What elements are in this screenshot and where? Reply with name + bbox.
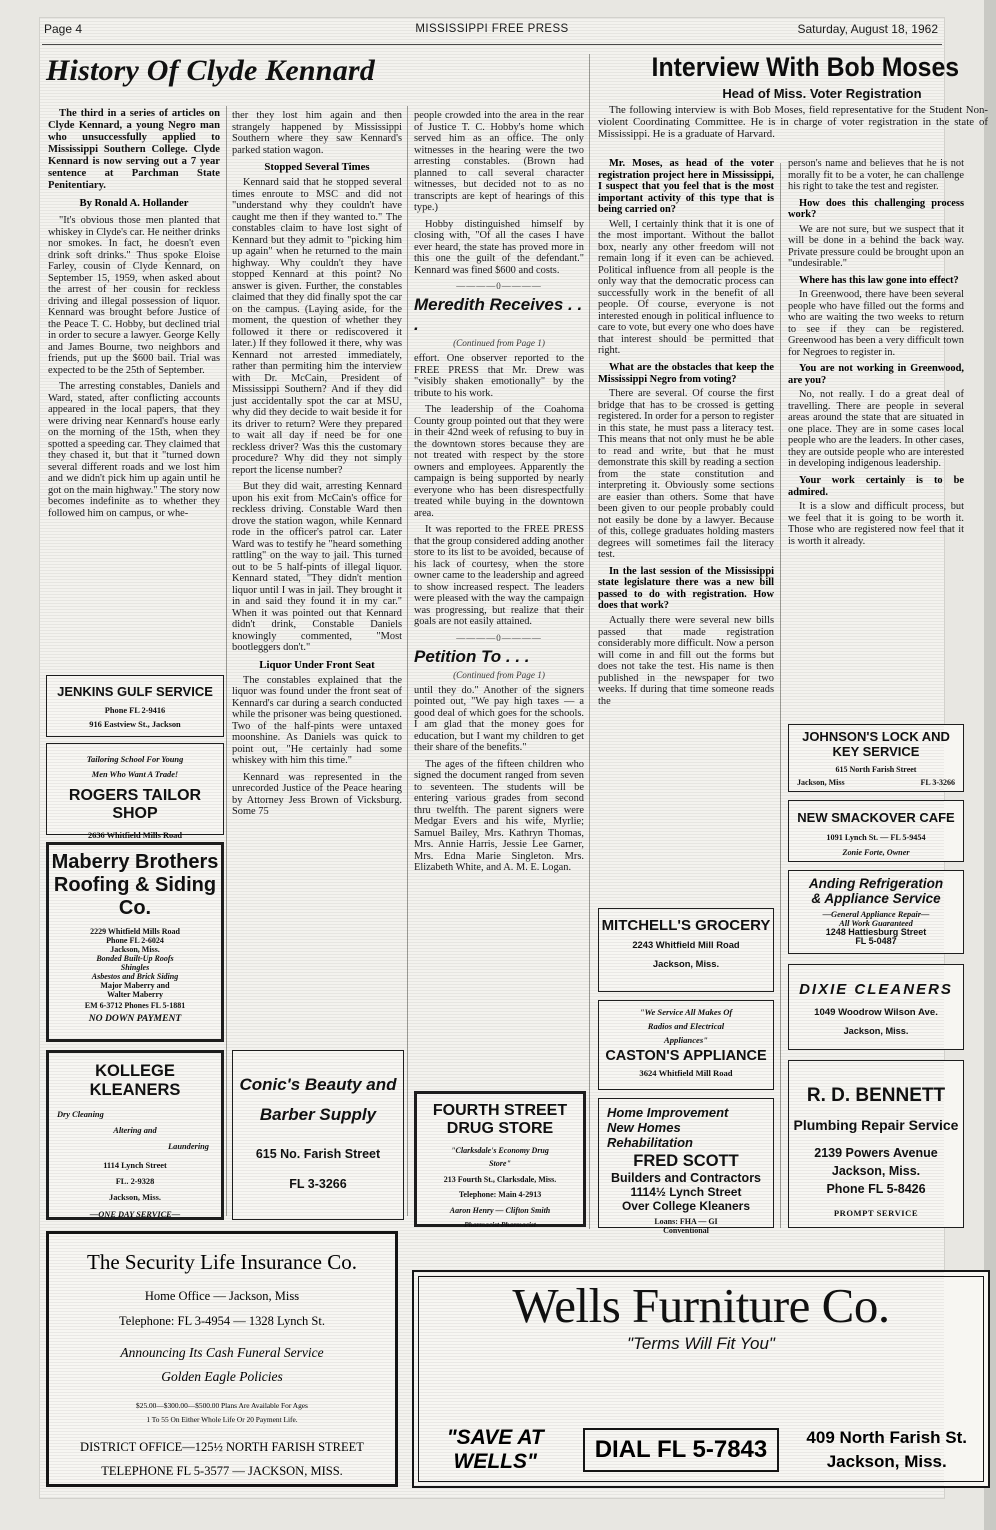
ad-conics-beauty-barber-supply[interactable] — [232, 1050, 404, 1220]
meredith-para: effort. One observer reported to the FREE PRESS that Mr. Drew was "visibly shaken emotionally" by the tribute to his work. — [414, 353, 584, 399]
ad-title: R. D. BENNETT — [806, 1085, 946, 1106]
ad-address-line-1: 409 North Farish St. — [806, 1428, 968, 1447]
ad-title: FRED SCOTT — [633, 1152, 739, 1170]
kennard-headline: History Of Clyde Kennard — [46, 54, 375, 87]
ad-maberry-brothers[interactable] — [46, 842, 224, 1042]
ad-phone: FL 3-3266 — [920, 778, 955, 787]
ad-title-line-2: Barber Supply — [259, 1105, 377, 1124]
ad-title: CASTON'S APPLIANCE — [605, 1048, 767, 1064]
ad-address: 1248 Hattiesburg Street — [825, 927, 927, 937]
ad-line: NO DOWN PAYMENT — [88, 1013, 182, 1024]
column-rule-3 — [589, 54, 590, 1229]
ad-line: Bonded Built-Up Roofs — [96, 954, 174, 963]
ad-rogers-tailor-shop[interactable] — [46, 743, 224, 840]
column-kennard-1 — [48, 108, 220, 524]
ad-line: 2229 Whitfield Mills Road — [90, 927, 180, 936]
column-rule-2 — [407, 106, 408, 1216]
ad-line-2: New Homes — [607, 1120, 681, 1135]
kennard-para: But they did wait, arresting Kennard upon his exit from McCain's office for reckless driving. Constable Ward then drove the station wagon, while Kennard rode in the officer's patrol car. Later Ward was to testify he "heard something rattling" on the way to jail. This turned out to be 5 half-pints of illegal liquor. Kennard stated, "They didn't mention liquor until I was in jail. They brought it in and said they found it in my car." When it was pointed out that Kennard didn't drink, Constable Daniels knowingly commented, "Most bootleggers don't." — [232, 481, 402, 653]
ad-save-line-1: "SAVE AT — [446, 1426, 544, 1449]
kennard-subhead-liquor: Liquor Under Front Seat — [259, 658, 375, 671]
ad-mitchells-grocery[interactable] — [598, 908, 774, 992]
ad-address: 2139 Powers Avenue — [814, 1146, 938, 1160]
moses-answer: person's name and believes that he is not morally fit to be a voter, he can challenge his right to take the test and register. — [788, 158, 964, 192]
ad-address: 615 North Farish Street — [835, 765, 917, 774]
ad-line-6: Over College Kleaners — [621, 1199, 751, 1213]
kennard-para: people crowded into the area in the rear of Justice T. C. Hobby's home which served him as an office. The only witnesses in the hearing were the two arresting constables. (Brown had planned to call several character witnesses, but decided not to as no transcripts are kept of hearings of this type.) — [414, 110, 584, 213]
moses-answer: It is a slow and difficult process, but we feel that it is going to be worth it. Those who are registered now feel that it is worth it already. — [788, 501, 964, 547]
section-dingbat: ————0———— — [456, 281, 542, 291]
ad-security-life-insurance[interactable] — [46, 1231, 398, 1487]
ad-slogan: "Terms Will Fit You" — [627, 1334, 775, 1353]
ad-title-line-2: KEY SERVICE — [832, 744, 920, 759]
moses-answer: There are several. Of course the first bridge that has to be crossed is getting registered. In order for a person to register in this state, he must pass a literacy test. This means that not only must he be able to read and write, but that he must demonstrate this skill by reading a section from the state constitution and interpreting it. Obviously some sections are easier than others. Some that have been given to our people probably could not easily be done by a lawyer. Because of this, college graduates holding masters degrees will sometimes fail the literacy test. — [598, 388, 774, 561]
ad-address: 1049 Woodrow Wilson Ave. — [814, 1007, 938, 1018]
masthead — [40, 18, 944, 52]
ad-fineprint-1: $25.00—$300.00—$500.00 Plans Are Available For Ages — [136, 1401, 308, 1410]
ad-title-line-1: Maberry Brothers — [51, 851, 219, 873]
ad-rd-bennett-plumbing[interactable] — [788, 1060, 964, 1228]
meredith-para: It was reported to the FREE PRESS that the group considered adding another store to its list to be avoided, because of his lack of courtesy, when the store owner came to the leadership and agreed to show increased respect. The leaders were pleased with the way the campaign was progressing, but realize that their goals are not easily attained. — [414, 524, 584, 627]
ad-tagline-2: Radios and Electrical — [647, 1021, 725, 1031]
moses-question: How does this challenging process work? — [788, 197, 964, 221]
petition-para: The ages of the fifteen children who signed the document ranged from seven to seventeen. The students will be entering various grades from second thru twelfth. The parent signers were Medgar Evers and his wife, Myrlie; Samuel Bailey, Mrs. Kathryn Thomas, Mrs. Annie Harris, Jessie Lee Garner, Mrs. Edna Marie Singleton. Mrs. Elizabeth White, and A. M. E. Logan. — [414, 758, 584, 873]
kennard-para: Kennard said that he stopped several times enroute to MSC and did not "understand why they couldn't have caught me then if they wanted to." The constables claim to have lost sight of Kennard but they admit to "picking him up again" when he returned to the main highway. Why couldn't they have stopped Kennard at this point? No answer is given. Further, the constables claimed that they did finally spot the car on the campus. (Laying aside, for the moment, the question of whether they followed it there or rediscovered it later.) If they followed it there, why was Kennard not arrested immediately, rather than permiting him the interview with Dr. McCain, President of Mississippi Southern? And if they did just accidentally spot the car at MSU, why did they decide to wait beside it for its driver to return? Were they prepared to wait all day if need be for one reckless driver? Was this the customary procedure? Why did they not simply report the license number? — [232, 177, 402, 476]
kennard-subhead-stopped: Stopped Several Times — [264, 161, 370, 173]
moses-answer: Well, I certainly think that it is one of the most important. Without the ballot box, nearly any other freedom will not remain long if it even can be achieved. Political influence from all people is the only way that the democratic process can successfully work in the benefit of all people. Of course, everyone is not interested enough in political influence to care to vote, but every one who does have that interest should be permitted that right. — [598, 218, 774, 357]
moses-answer: We are not sure, but we suspect that it will be done in a behind the back way. Private pressure could be brought upon an "undesirable." — [788, 223, 964, 270]
column-rule-4 — [780, 163, 781, 1228]
kennard-para: ther they lost him again and then strangely happened by Mississippi Southern where they saw Kennard's parked station wagon. — [232, 110, 402, 156]
ad-city: Jackson, Miss. — [652, 958, 720, 969]
ad-phone: FL 3-3266 — [289, 1177, 347, 1191]
ad-line: Asbestos and Brick Siding — [91, 972, 179, 981]
ad-title: DIXIE CLEANERS — [799, 981, 953, 998]
ad-phone: Phone FL 5-8426 — [826, 1182, 926, 1196]
kennard-para: Hobby distinguished himself by closing with, "Of all the cases I have ever heard, the state has proved more in this one the guilt of the defendant." Kennard was fined $600 and costs. — [414, 218, 584, 276]
moses-headline: Interview With Bob Moses — [651, 52, 960, 82]
ad-address: 916 Eastview St., Jackson — [89, 720, 181, 729]
ad-title: The Security Life Insurance Co. — [87, 1250, 357, 1274]
ad-subtitle: Plumbing Repair Service — [793, 1117, 959, 1133]
ad-line: Pharmacist Pharmacist — [464, 1220, 536, 1229]
meredith-contd: (Continued from Page 1) — [453, 338, 545, 348]
moses-question: Where has this law gone into effect? — [799, 274, 959, 286]
ad-address: 2636 Whitfield Mills Road — [87, 831, 183, 840]
ad-tagline-1: "We Service All Makes Of — [639, 1007, 733, 1017]
ad-title: ROGERS TAILOR SHOP — [68, 787, 202, 822]
moses-question: In the last session of the Mississippi state legislature there was a new bill passed to do with registration. How does that work? — [598, 565, 774, 612]
ad-line-8: Conventional — [663, 1226, 709, 1235]
ad-line: Telephone: FL 3-4954 — 1328 Lynch St. — [119, 1314, 325, 1328]
ad-line: "Clarksdale's Economy Drug — [451, 1146, 549, 1155]
ad-line-4: Builders and Contractors — [610, 1171, 762, 1185]
ad-address: 213 Fourth St., Clarksdale, Miss. — [443, 1175, 557, 1184]
ad-dixie-cleaners[interactable] — [788, 964, 964, 1050]
ad-title-line-2: & Appliance Service — [811, 891, 941, 906]
ad-title: JENKINS GULF SERVICE — [57, 684, 213, 699]
kennard-byline: By Ronald A. Hollander — [79, 198, 189, 209]
ad-phone: Phone FL 2-9416 — [104, 706, 166, 715]
ad-fourth-street-drug-store[interactable] — [414, 1091, 586, 1227]
ad-bottom-row — [414, 1426, 988, 1474]
meredith-para: The leadership of the Coahoma County group pointed out that they were in their 42nd week of refusing to buy in the downtown stores because they are not treated with respect by the store owners and employees. Apparently the campaign is being supported by nearly everyone who has been disrespectfully treated while buying in the downtown area. — [414, 404, 584, 519]
moses-answer: No, not really. I do a great deal of travelling. There are people in several areas around the state that are situated in one place. They are in some cases local people who are the leaders. In other cases, they are outside people who are interested in developing indigenous leadership. — [788, 389, 964, 470]
ad-line-5: 1114½ Lynch Street — [630, 1185, 742, 1199]
ad-phone: FL. 2-9328 — [115, 1177, 155, 1186]
ad-fineprint-2: 1 To 55 On Either Whole Life Or 20 Payment Life. — [146, 1415, 298, 1424]
column-moses-1 — [598, 158, 774, 712]
ad-telephone: TELEPHONE FL 5-3577 — JACKSON, MISS. — [101, 1464, 343, 1478]
moses-intro: The following interview is with Bob Moses, field representative for the Student Non-violent Coordinating Committee. He is in charge of voter registration in the state of Mississippi. He is a graduate of Harvard. — [598, 104, 988, 141]
ad-city: Jackson, Miss. — [831, 1164, 921, 1178]
ad-line: Store" — [489, 1159, 511, 1168]
ad-line: Home Office — Jackson, Miss — [144, 1289, 300, 1303]
ad-anding-refrigeration[interactable] — [788, 870, 964, 954]
ad-jenkins-gulf-service[interactable] — [46, 675, 224, 737]
ad-line: Aaron Henry — Clifton Smith — [449, 1206, 551, 1215]
column-kennard-3 — [414, 110, 584, 879]
page-number: Page 4 — [44, 22, 83, 36]
ad-address: 1091 Lynch St. — FL 5-9454 — [826, 833, 926, 842]
issue-date: Saturday, August 18, 1962 — [797, 22, 938, 36]
ad-announce-1: Announcing Its Cash Funeral Service — [120, 1345, 324, 1360]
ad-district-office: DISTRICT OFFICE—125½ NORTH FARISH STREET — [80, 1440, 364, 1454]
ad-save-line-2: WELLS" — [453, 1450, 537, 1473]
column-kennard-2 — [232, 110, 402, 823]
ad-line: Dry Cleaning — [57, 1110, 104, 1119]
ad-title-line-2: DRUG STORE — [446, 1120, 554, 1137]
ad-phone: Telephone: Main 4-2913 — [458, 1190, 542, 1199]
ad-title: MITCHELL'S GROCERY — [601, 917, 771, 934]
ad-line: All Work Guaranteed — [839, 919, 913, 928]
ad-owner: Zonie Forte, Owner — [842, 848, 910, 857]
ad-johnsons-lock-and-key[interactable] — [788, 724, 964, 792]
ad-announce-2: Golden Eagle Policies — [161, 1369, 283, 1384]
ad-address: 615 No. Farish Street — [255, 1147, 381, 1161]
ad-castons-appliance[interactable] — [598, 1000, 774, 1090]
moses-intro-block — [598, 104, 988, 146]
ad-title-line-1: Anding Refrigeration — [808, 876, 944, 891]
ad-fred-scott-builders[interactable] — [598, 1098, 774, 1235]
moses-question: You are not working in Greenwood, are you? — [788, 363, 964, 386]
ad-note: PROMPT SERVICE — [833, 1208, 919, 1218]
ad-save-slogan — [420, 1426, 570, 1474]
moses-subheadline: Head of Miss. Voter Registration — [722, 86, 922, 101]
ad-phone: FL 5-0487 — [855, 936, 897, 946]
masthead-rule — [42, 44, 942, 45]
column-moses-2 — [788, 158, 964, 552]
ad-tagline-1: Tailoring School For Young — [86, 755, 184, 764]
ad-title-line-1: JOHNSON'S LOCK AND — [802, 729, 950, 744]
ad-tagline-2: Men Who Want A Trade! — [91, 770, 179, 779]
meredith-head: Meredith Receives . . . — [414, 295, 583, 334]
ad-line: Major Maberry and — [100, 981, 170, 990]
ad-address: 2243 Whitfield Mill Road — [632, 939, 740, 950]
moses-question: What are the obstacles that keep the Mississippi Negro from voting? — [598, 361, 774, 385]
ad-title: Wells Furniture Co. — [512, 1278, 890, 1333]
ad-address: 3624 Whitfield Mill Road — [639, 1068, 733, 1078]
ad-line: Laundering — [168, 1142, 209, 1151]
ad-address-line-2: Jackson, Miss. — [826, 1452, 947, 1471]
ad-new-smackover-cafe[interactable] — [788, 800, 964, 862]
ad-line: Jackson, Miss. — [110, 945, 160, 954]
ad-line: Altering and — [113, 1126, 157, 1135]
ad-address: 1114 Lynch Street — [103, 1161, 167, 1170]
kennard-para: "It's obvious those men planted that whiskey in Clyde's car. He neither drinks nor smokes. In fact, he doesn't even drink soft drinks." Thus spoke Eloise Farley, cousin of Clyde Kennard, on September 15, 1959, when asked about the arrest of her cousin for reckless driving and illegal possession of liquor. Kennard was brought before Justice of the Peace T. C. Hobby, but declined trial in order to secure a lawyer. George Kelly and James Bourne, two neighbors and friends, put up the $600 bail. Trial was expected to be the 25th of September. — [48, 215, 220, 376]
ad-tagline-3: Appliances" — [664, 1035, 708, 1045]
ad-city: Jackson, Miss — [797, 778, 845, 787]
kennard-para: The arresting constables, Daniels and Ward, stated, after conflicting accounts appeared in the local papers, that they were driving near Kennard's house early on the morning of the 15th, when they spotted a speeding car. They claimed that they chased it, but that it "turned down several different roads and we lost him and we didn't pick him up again until he got on the main highway." The story now becomes indefinite as to whether they followed him on campus, or whe- — [48, 381, 220, 519]
ad-city: Jackson, Miss. — [843, 1026, 909, 1036]
ad-city: Jackson, Miss. — [109, 1193, 161, 1202]
page-sheet — [40, 18, 988, 1498]
moses-question: Your work certainly is to be admired. — [788, 474, 964, 498]
ad-line-3: Rehabilitation — [607, 1135, 693, 1150]
ad-kollege-kleaners[interactable] — [46, 1050, 224, 1220]
ad-line: Phone FL 2-6024 — [106, 936, 164, 945]
moses-answer: Actually there were several new bills passed that made registration considerably more difficult. Now a person will come in and fill out the forms but does not take the test. His name is then published in the newspaper for two weeks. If during that time someone reads the — [598, 615, 774, 707]
ad-line: Walter Maberry — [106, 990, 164, 999]
ad-address-block — [792, 1426, 982, 1474]
ad-line: EM 6-3712 Phones FL 5-1881 — [84, 1001, 186, 1010]
ad-wells-furniture[interactable] — [412, 1270, 990, 1488]
ad-title: NEW SMACKOVER CAFE — [797, 810, 955, 825]
petition-para: until they do." Another of the signers pointed out, "We pay high taxes — a good deal of which goes for the schools. I am glad that the money goes for education, but I want my children to get their share of the benefits." — [414, 684, 584, 753]
ad-line: —General Appliance Repair— — [822, 910, 930, 919]
ad-title-line-1: FOURTH STREET — [432, 1102, 568, 1119]
moses-answer: In Greenwood, there have been several people who have filled out the forms and who are waiting the two weeks to return to see if they can be registered. Greenwood has been a very difficult town for Negroes to register in. — [788, 289, 964, 358]
moses-question: Mr. Moses, as head of the voter registration project here in Mississippi, I suspect that you feel that is the most important activity of this type that is being carried on? — [598, 158, 774, 216]
section-dingbat: ————0———— — [456, 632, 542, 643]
ad-title-line-2: Roofing & Siding Co. — [53, 874, 217, 919]
kennard-para: The constables explained that the liquor was found under the front seat of Kennard's car during a search conducted while the prisoner was being questioned. Two of the half-pints were untaxed moonshine. As Daniels was quick to point out, "He certainly had some whiskey with him this time." — [232, 674, 402, 766]
ad-dial-phone[interactable]: DIAL FL 5-7843 — [583, 1428, 780, 1472]
ad-title: KOLLEGE KLEANERS — [89, 1062, 181, 1099]
ad-line-1: Home Improvement — [607, 1105, 729, 1120]
ad-line-7: Loans: FHA — GI — [654, 1217, 718, 1226]
column-rule-1 — [226, 106, 227, 1216]
kennard-para: Kennard was represented in the unrecorded Justice of the Peace hearing by Attorney Jess Brown of Vicksburg. Some 75 — [232, 771, 402, 817]
paper-name: MISSISSIPPI FREE PRESS — [415, 23, 569, 35]
petition-contd: (Continued from Page 1) — [453, 669, 545, 680]
ad-title-line-1: Conic's Beauty and — [239, 1075, 397, 1094]
kennard-lede: The third in a series of articles on Clyde Kennard, a young Negro man who unsuccessfully applied to Mississippi Southern College. Clyde Kennard is now serving out a 7 year sentence at Parchman State Penitentiary. — [48, 108, 220, 191]
ad-line: Shingles — [120, 963, 150, 972]
petition-head: Petition To . . . — [414, 646, 530, 666]
ad-note: —ONE DAY SERVICE— — [89, 1210, 181, 1219]
